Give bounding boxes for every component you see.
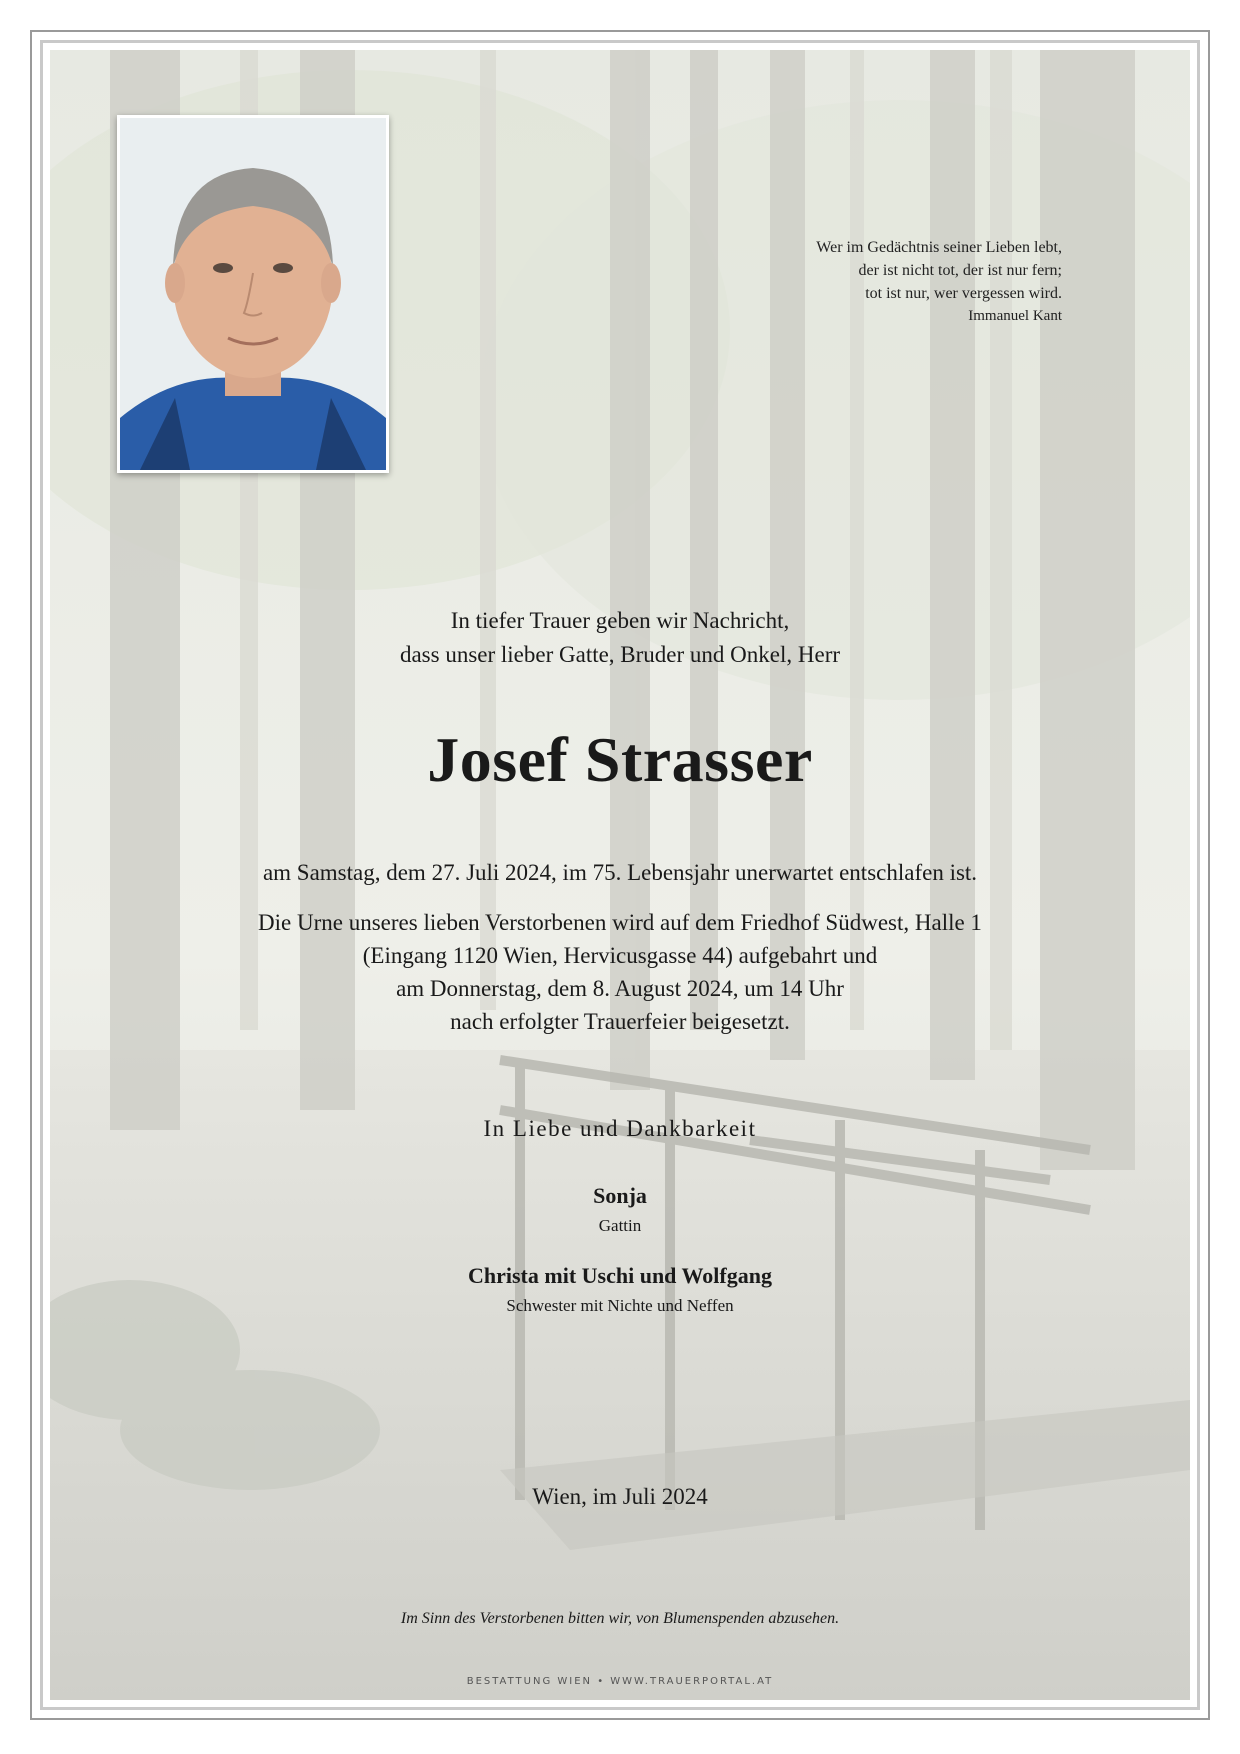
quote-line: der ist nicht tot, der ist nur fern; — [858, 262, 1062, 279]
funeral-line: (Eingang 1120 Wien, Hervicusgasse 44) aufgebahrt und — [362, 943, 878, 968]
quote-line: Wer im Gedächtnis seiner Lieben lebt, — [816, 239, 1062, 256]
funeral-line: nach erfolgter Trauerfeier beigesetzt. — [450, 1009, 790, 1034]
intro-text — [50, 604, 1190, 672]
place-date: Wien, im Juli 2024 — [532, 1484, 708, 1509]
footer-credit: BESTATTUNG WIEN • WWW.TRAUERPORTAL.AT — [466, 1676, 774, 1687]
mourner-name: Sonja — [593, 1183, 647, 1208]
mourner-role: Schwester mit Nichte und Neffen — [506, 1296, 734, 1315]
intro-line: dass unser lieber Gatte, Bruder und Onkel, Herr — [399, 642, 841, 667]
closing-phrase: In Liebe und Dankbarkeit — [483, 1116, 757, 1141]
deceased-name: Josef Strasser — [427, 724, 813, 795]
funeral-details — [50, 906, 1190, 1038]
death-announcement: am Samstag, dem 27. Juli 2024, im 75. Lebensjahr unerwartet entschlafen ist. — [262, 860, 978, 885]
quote-line: tot ist nur, wer vergessen wird. — [865, 285, 1062, 302]
mourner-role: Gattin — [598, 1216, 642, 1235]
flower-note: Im Sinn des Verstorbenen bitten wir, von Blumenspenden abzusehen. — [400, 1610, 840, 1627]
portrait-photo — [117, 115, 389, 473]
intro-line: In tiefer Trauer geben wir Nachricht, — [450, 608, 790, 633]
funeral-line: Die Urne unseres lieben Verstorbenen wird auf dem Friedhof Südwest, Halle 1 — [258, 910, 982, 935]
quote-author: Immanuel Kant — [968, 308, 1062, 324]
funeral-line: am Donnerstag, dem 8. August 2024, um 14 Uhr — [396, 976, 844, 1001]
mourner-name: Christa mit Uschi und Wolfgang — [468, 1263, 772, 1288]
memorial-quote — [816, 236, 1062, 328]
